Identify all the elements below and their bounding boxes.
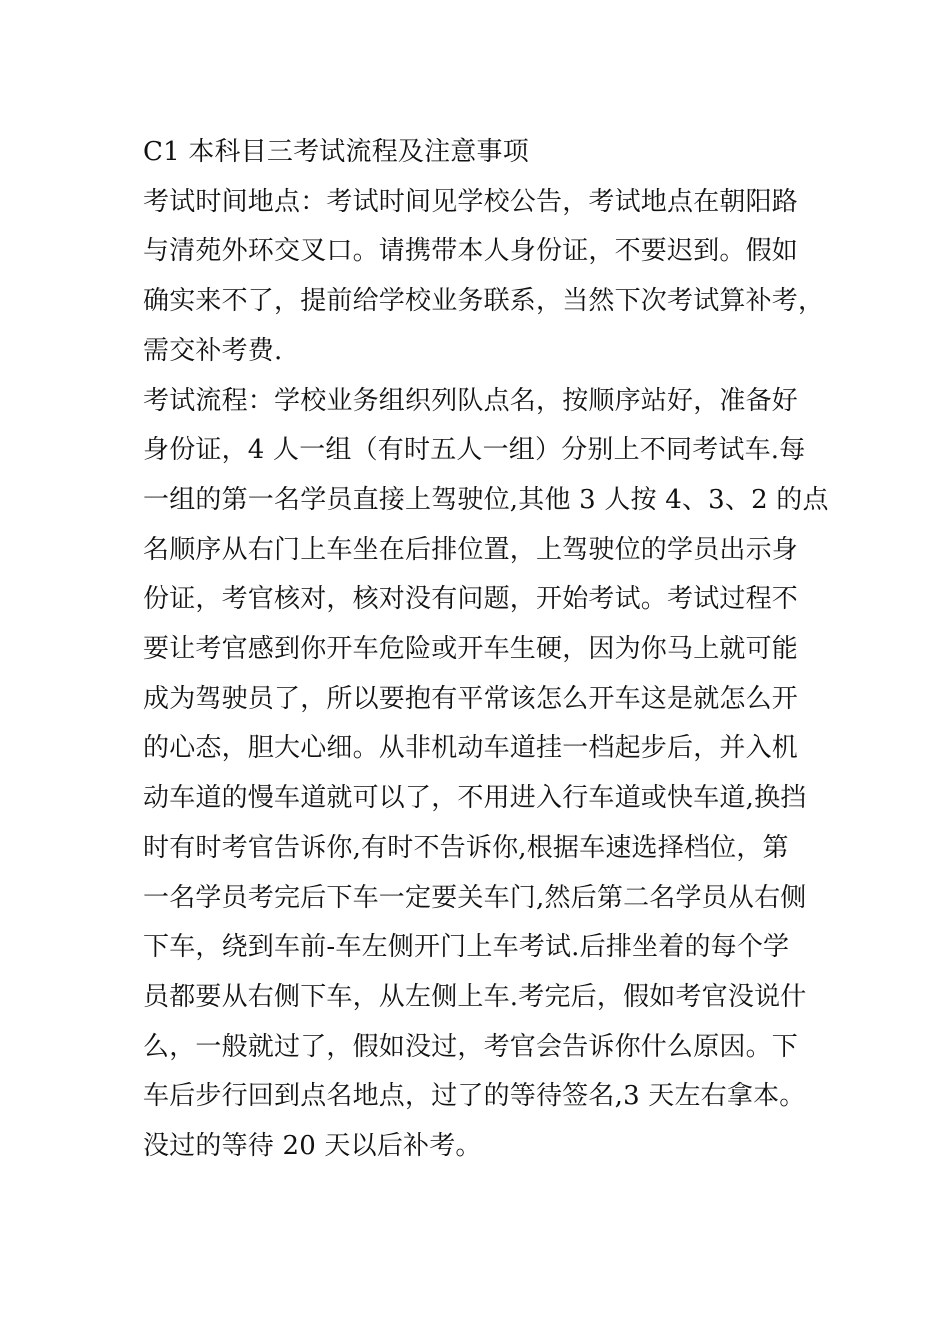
paragraph-line: 份证，考官核对，核对没有问题，开始考试。考试过程不 <box>143 584 799 615</box>
paragraph-line: 确实来不了，提前给学校业务联系，当然下次考试算补考， <box>143 286 825 317</box>
paragraph-line: 名顺序从右门上车坐在后排位置，上驾驶位的学员出示身 <box>143 534 799 565</box>
paragraph-line: 要让考官感到你开车危险或开车生硬，因为你马上就可能 <box>143 634 799 665</box>
paragraph-line: 需交补考费. <box>143 335 283 366</box>
paragraph-line: 车后步行回到点名地点，过了的等待签名,3 天左右拿本。 <box>143 1081 806 1112</box>
paragraph-line: 一名学员考完后下车一定要关车门,然后第二名学员从右侧 <box>143 882 807 913</box>
paragraph-line: 没过的等待 20 天以后补考。 <box>143 1131 482 1162</box>
paragraph-line: 下车，绕到车前-车左侧开门上车考试.后排坐着的每个学 <box>143 932 790 963</box>
paragraph-line: 与清苑外环交叉口。请携带本人身份证，不要迟到。假如 <box>143 236 799 267</box>
document-title: C1 本科目三考试流程及注意事项 <box>143 137 529 167</box>
paragraph-line: 时有时考官告诉你,有时不告诉你,根据车速选择档位，第 <box>143 832 789 863</box>
paragraph-exam-process <box>143 377 829 1172</box>
paragraph-line: 考试时间地点：考试时间见学校公告，考试地点在朝阳路 <box>143 186 799 217</box>
paragraph-line: 的心态，胆大心细。从非机动车道挂一档起步后，并入机 <box>143 733 799 764</box>
paragraph-line: 身份证，4 人一组（有时五人一组）分别上不同考试车.每 <box>143 435 806 466</box>
paragraph-line: 么，一般就过了，假如没过，考官会告诉你什么原因。下 <box>143 1031 799 1062</box>
paragraph-line: 一组的第一名学员直接上驾驶位,其他 3 人按 4、3、2 的点 <box>143 484 829 515</box>
paragraph-line: 员都要从右侧下车，从左侧上车.考完后，假如考官没说什 <box>143 981 807 1012</box>
paragraph-line: 考试流程：学校业务组织列队点名，按顺序站好，准备好 <box>143 385 799 416</box>
document-body <box>143 128 829 1172</box>
paragraph-exam-time-location <box>143 178 825 377</box>
paragraph-line: 动车道的慢车道就可以了，不用进入行车道或快车道,换挡 <box>143 783 807 814</box>
paragraph-line: 成为驾驶员了，所以要抱有平常该怎么开车这是就怎么开 <box>143 683 799 714</box>
